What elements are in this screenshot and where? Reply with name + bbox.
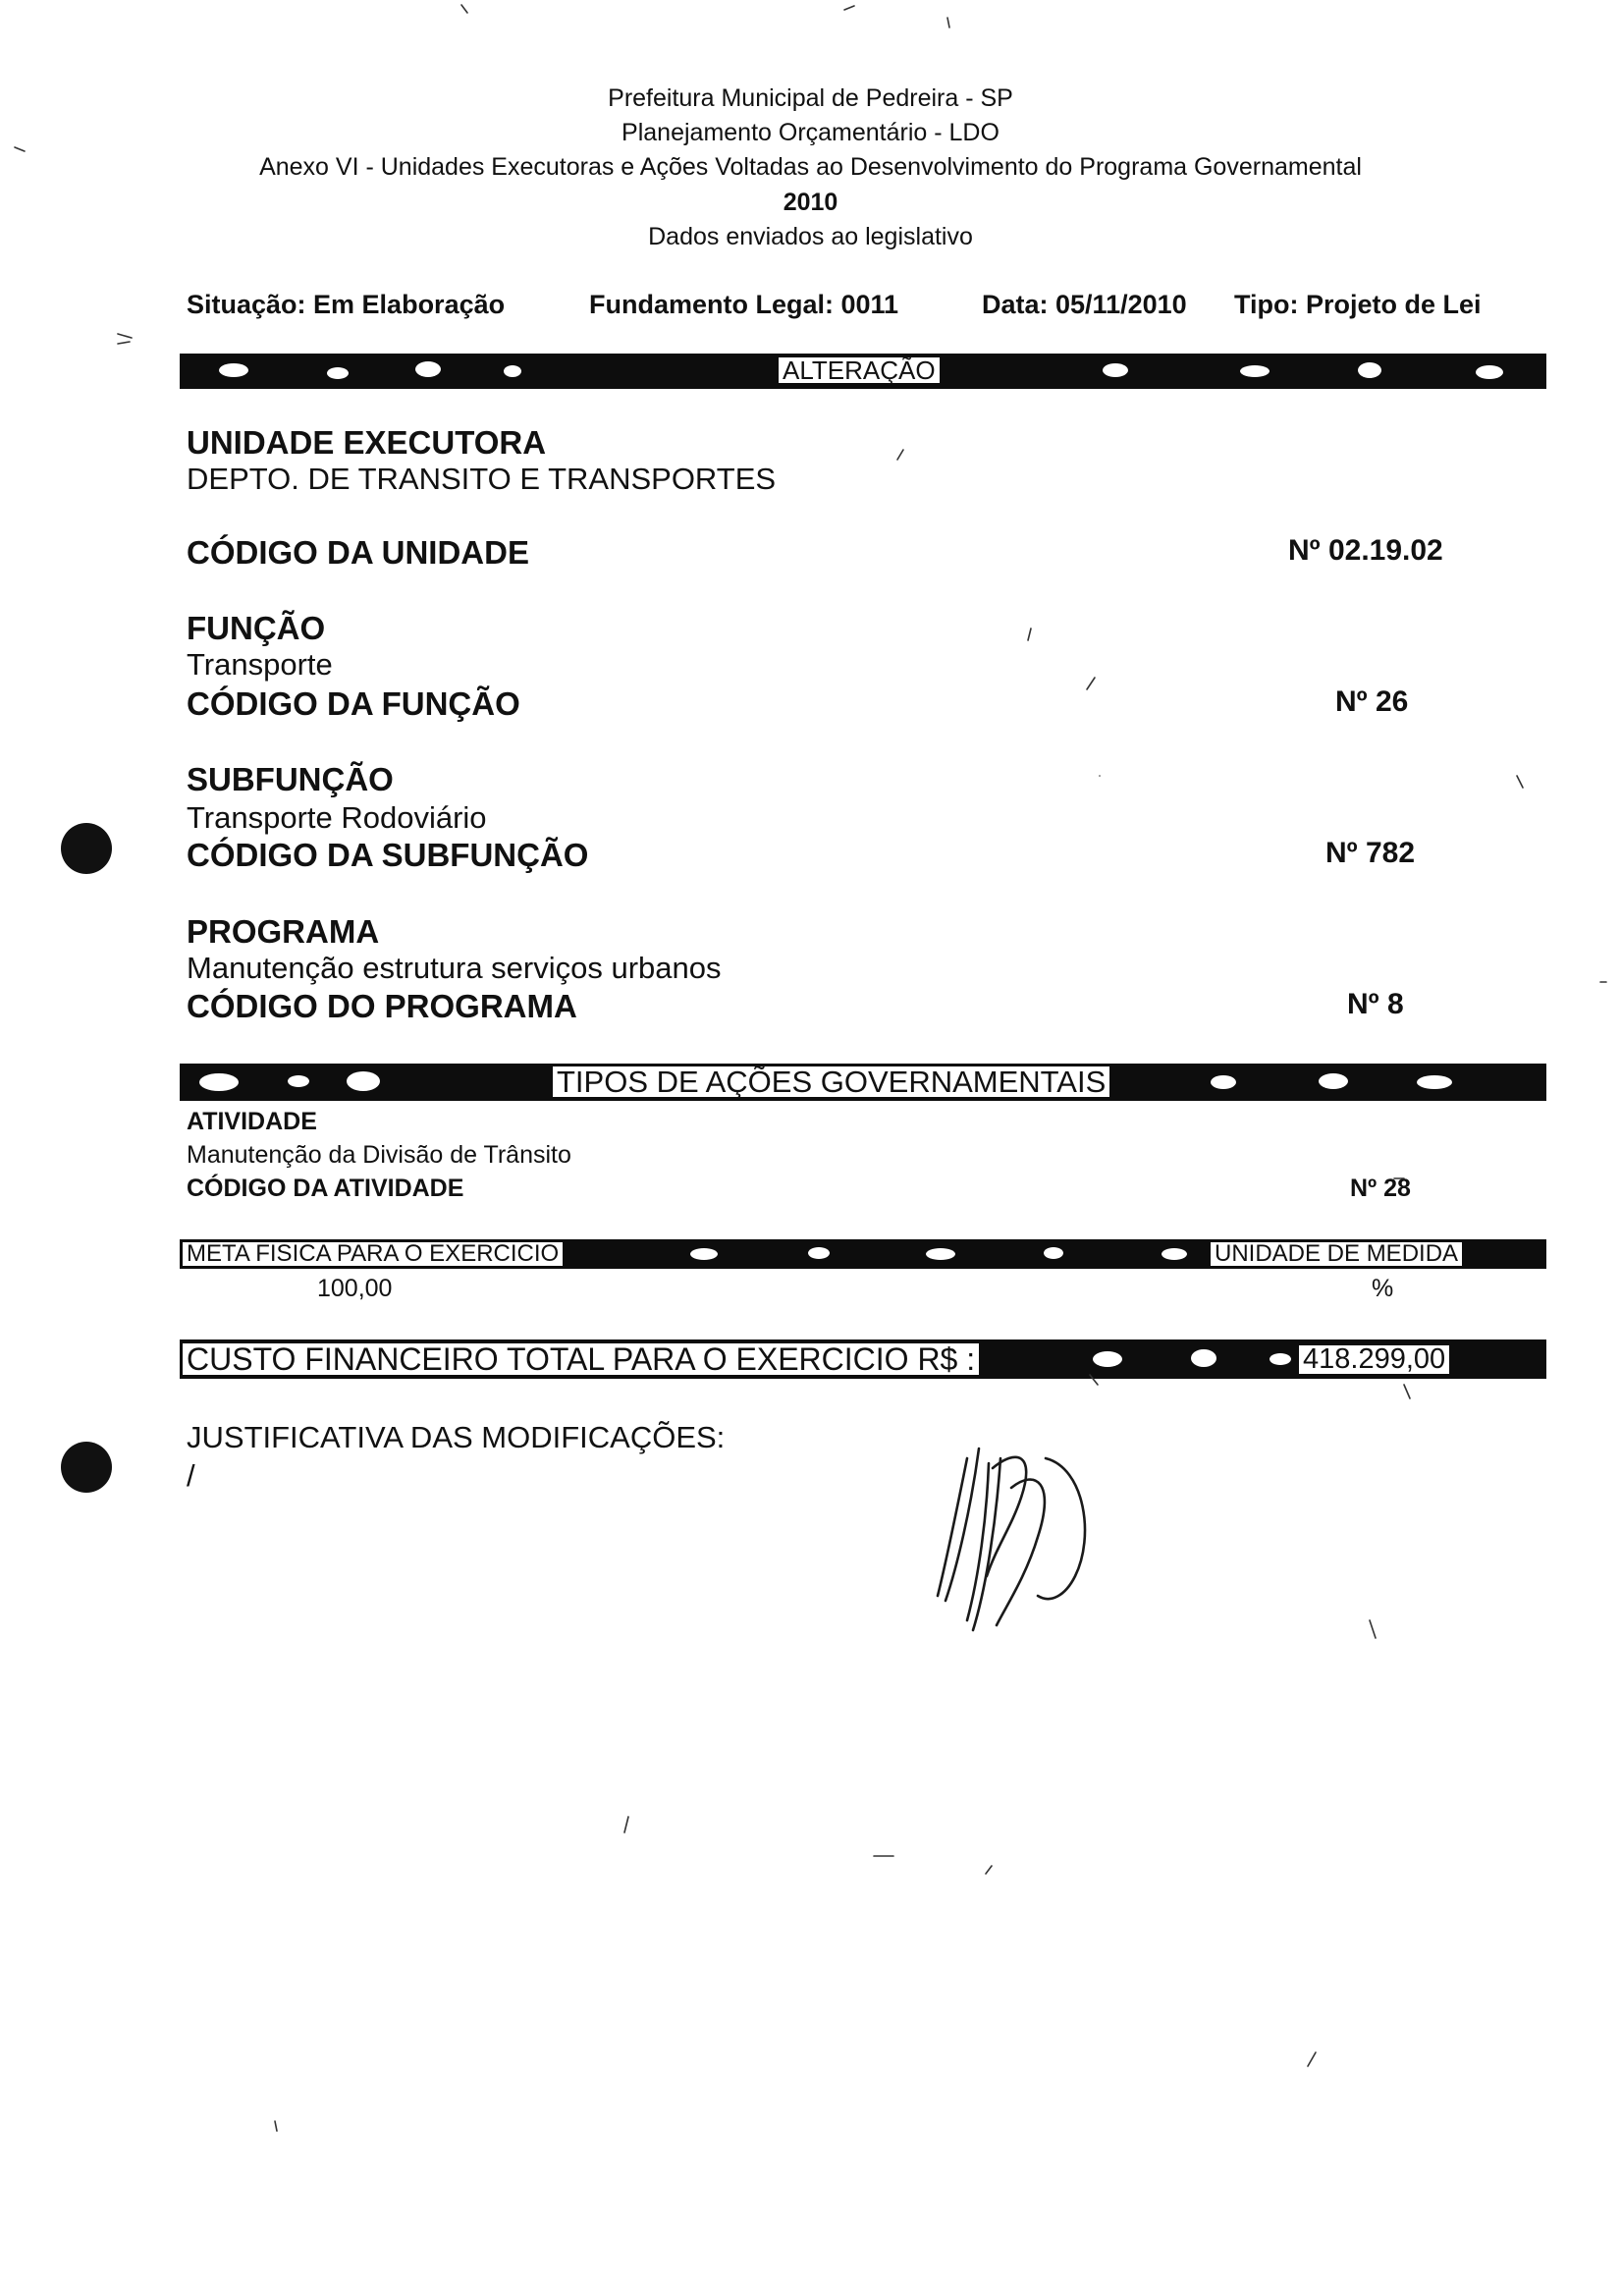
alteracao-label: ALTERAÇÃO: [779, 357, 940, 383]
subfuncao-code-label: CÓDIGO DA SUBFUNÇÃO: [187, 837, 589, 873]
unidade-medida-label: UNIDADE DE MEDIDA: [1211, 1242, 1462, 1266]
subfuncao-title: SUBFUNÇÃO: [187, 761, 394, 797]
unidade-title: UNIDADE EXECUTORA: [187, 424, 547, 461]
programa-code: Nº 8: [1347, 988, 1404, 1020]
header-line-5: Dados enviados ao legislativo: [648, 223, 973, 250]
funcao-code-label: CÓDIGO DA FUNÇÃO: [187, 685, 520, 722]
unidade-name: DEPTO. DE TRANSITO E TRANSPORTES: [187, 462, 777, 496]
justificativa-label: JUSTIFICATIVA DAS MODIFICAÇÕES:: [187, 1420, 726, 1454]
header-year: 2010: [783, 189, 838, 216]
unidade-code: Nº 02.19.02: [1288, 534, 1443, 567]
programa-title: PROGRAMA: [187, 913, 380, 950]
funcao-title: FUNÇÃO: [187, 610, 326, 646]
header-line-3: Anexo VI - Unidades Executoras e Ações Voltadas ao Desenvolvimento do Programa Governamental: [259, 153, 1362, 181]
header-line-1: Prefeitura Municipal de Pedreira - SP: [608, 84, 1013, 112]
atividade-title: ATIVIDADE: [187, 1108, 317, 1135]
subfuncao-name: Transporte Rodoviário: [187, 800, 487, 835]
subfuncao-code: Nº 782: [1325, 837, 1416, 869]
funcao-code: Nº 26: [1335, 685, 1409, 718]
meta-fisica-label: META FISICA PARA O EXERCICIO: [183, 1242, 563, 1266]
header-line-2: Planejamento Orçamentário - LDO: [621, 119, 1000, 146]
unidade-code-label: CÓDIGO DA UNIDADE: [187, 534, 529, 571]
meta-fisica-valor: 100,00: [317, 1275, 393, 1302]
programa-code-label: CÓDIGO DO PROGRAMA: [187, 988, 577, 1024]
tipos-acoes-label: TIPOS DE AÇÕES GOVERNAMENTAIS: [553, 1066, 1109, 1097]
custo-valor: 418.299,00: [1299, 1345, 1449, 1374]
atividade-name: Manutenção da Divisão de Trânsito: [187, 1141, 571, 1169]
fundamento-legal: Fundamento Legal: 0011: [589, 290, 899, 319]
justificativa-text: /: [187, 1458, 195, 1493]
unidade-medida-valor: %: [1372, 1275, 1394, 1302]
situacao: Situação: Em Elaboração: [187, 290, 506, 319]
atividade-code: Nº 28: [1350, 1175, 1411, 1202]
tipo: Tipo: Projeto de Lei: [1234, 290, 1482, 319]
custo-label: CUSTO FINANCEIRO TOTAL PARA O EXERCICIO R$ :: [183, 1343, 979, 1375]
data: Data: 05/11/2010: [982, 290, 1187, 319]
programa-name: Manutenção estrutura serviços urbanos: [187, 951, 722, 985]
atividade-code-label: CÓDIGO DA ATIVIDADE: [187, 1175, 464, 1202]
funcao-name: Transporte: [187, 647, 333, 682]
